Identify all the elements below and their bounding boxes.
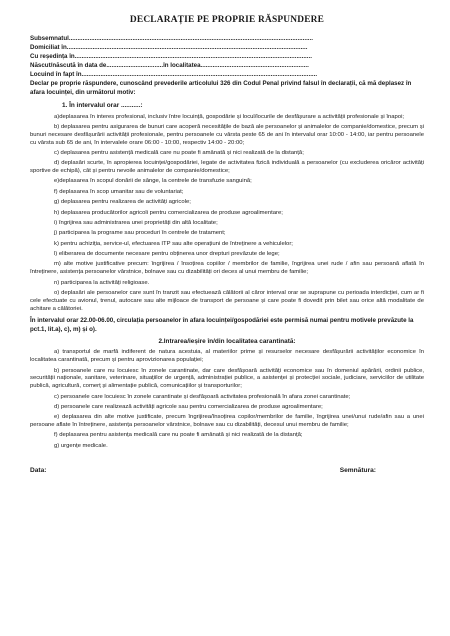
section2-item-d: d) persoanele care realizează activități agricole sau pentru comercializarea de produse agroalimentare; <box>54 403 323 410</box>
section1-item-b: b) deplasarea pentru asigurarea de bunuri care acoperă necesitățile de bază ale persoanelor și animalelor de companie/domestice, precum și bunuri necesare desfășurării activității profesionale, pentru persoanele cu vârsta peste 65 de ani în intervalul orar 10:00 - 14:00, iar pentru persoanele cu vârsta sub 65 de ani, în intervalele orare 06:00 - 10:00, respectiv 14:00 - 20:00; <box>30 123 424 146</box>
section1-item-n: n) participarea la activități religioase. <box>54 279 150 286</box>
section1-item-j: j) participarea la programe sau proceduri în centrele de tratament; <box>54 230 226 237</box>
section1-item-d: d) deplasări scurte, în apropierea locuinței/gospodăriei, legate de activitatea fizică individuală a persoanelor (cu excluderea oricăror activități sportive de echipă), cât și pentru nevoile animalelor de companie/domestice; <box>30 160 424 175</box>
page-title: DECLARAȚIE PE PROPRIE RĂSPUNDERE <box>129 15 325 25</box>
night-curfew-note: În intervalul orar 22.00-06.00, circulația persoanelor în afara locuinței/gospodăriei este permisă numai pentru motivele prevăzute la pct.1, lit.a), c), m) și o). <box>30 317 414 333</box>
section1-item-i: i) îngrijirea sau administrarea unei proprietăți din altă localitate; <box>54 219 218 226</box>
section1-item-h: h) deplasarea producătorilor agricoli pentru comercializarea de produse agroalimentare; <box>54 209 283 216</box>
field-residence: Cu reședința în.......................................................................................................................................... <box>30 53 312 60</box>
signature-footer <box>30 467 424 476</box>
declaration-statement: Declar pe proprie răspundere, cunoscând prevederile articolului 326 din Codul Penal privind falsul în declarații, că mă deplasez în afara locuinței, din următorul motiv: <box>30 80 412 96</box>
signature-label: Semnătura: <box>339 466 376 474</box>
field-living-address: Locuind în fapt în......................................................................................................................................... <box>30 70 318 78</box>
section1-item-e: e)deplasarea în scopul donării de sânge, la centrele de transfuzie sanguină; <box>54 178 252 185</box>
section1-item-f: f) deplasarea în scop umanitar sau de voluntariat; <box>54 188 184 195</box>
date-label: Data: <box>30 466 47 474</box>
section1-item-k: k) pentru achiziția, service-ul, efectuarea ITP sau alte operațiuni de întreținere a vehiculelor; <box>54 240 293 247</box>
section1-list <box>30 114 424 314</box>
section1-title: 1. În intervalul orar ...........: <box>62 102 143 110</box>
section2-list <box>30 349 424 450</box>
section1-item-m: m) alte motive justificative precum: îngrijirea / însoțirea copiilor / membrilor de familie, îngrijirea unei rude / afin sau persoană aflată în întreținere, asistența persoanelor vârstnice, bolnave sau cu dizabilități ori deces al unui membru de familie; <box>30 261 424 276</box>
personal-fields <box>30 35 424 79</box>
section2-item-a: a) transportul de marfă indiferent de natura acestuia, al materiilor prime și resurselor necesare desfășurării activităților economice în localitatea carantinată, precum și pentru aprovizionarea populației; <box>30 349 424 364</box>
section2-item-b: b) persoanele care nu locuiesc în zonele carantinate, dar care desfășoară activități economice sau în domeniul apărării, ordinii publice, securității naționale, sanitare, veterinare, situațiilor de urgență, administrației publice, a asistenței și protecției sociale, judiciare, serviciilor de utilitate publică, agricultură, comerț și alimentație publică, comunicațiilor și transporturilor; <box>30 367 424 390</box>
section1-item-g: g) deplasarea pentru realizarea de activități agricole; <box>54 199 191 206</box>
section1-item-o: o) deplasări ale persoanelor care sunt în tranzit sau efectuează călătorii al căror interval orar se suprapune cu perioada interdicției, cum ar fi cele efectuate cu avionul, trenul, autocare sau alte mijloace de transport de persoane și care poate fi dovedit prin bilet sau orice altă modalitate de achitare a călătoriei. <box>30 289 424 312</box>
section2-item-g: g) urgențe medicale. <box>54 442 108 449</box>
field-domicile: Domiciliat în............................................................................................................................................ <box>30 44 308 52</box>
field-birth: Născut/născută în data de.................................în localitatea............................................................... <box>30 61 309 69</box>
section1-item-c: c) deplasarea pentru asistență medicală care nu poate fi amânată și nici realizată de la distanță; <box>54 149 304 156</box>
section2-item-e: e) deplasarea din alte motive justificate, precum îngrijirea/însoțirea copilor/membrilor de familie, îngrijirea unei/unui rude/afin sau a unei persoane aflate în întreținere, asistența persoanelor vârstnice, bolnave sau cu dizabilități, decesul unui membru de familie; <box>30 414 424 429</box>
field-name: Subsemnatul.............................................................................................................................................. <box>30 35 313 43</box>
section2-title: 2.Intrarea/ieșire în/din localitatea carantinată: <box>158 338 296 345</box>
section1-item-a: a)deplasarea în interes profesional, inclusiv între locuință, gospodărie și locul/locurile de desfășurare a activității profesionale și înapoi; <box>54 113 405 120</box>
section2-item-c: c) persoanele care locuiesc în zonele carantinate și desfășoară activitatea profesională în afara zonei carantinate; <box>54 393 351 400</box>
section2-item-f: f) deplasarea pentru asistența medicală care nu poate fi amânată și nici realizată de la distanță; <box>54 432 303 439</box>
section1-item-l: l) eliberarea de documente necesare pentru obținerea unor drepturi prevăzute de lege; <box>54 251 280 258</box>
